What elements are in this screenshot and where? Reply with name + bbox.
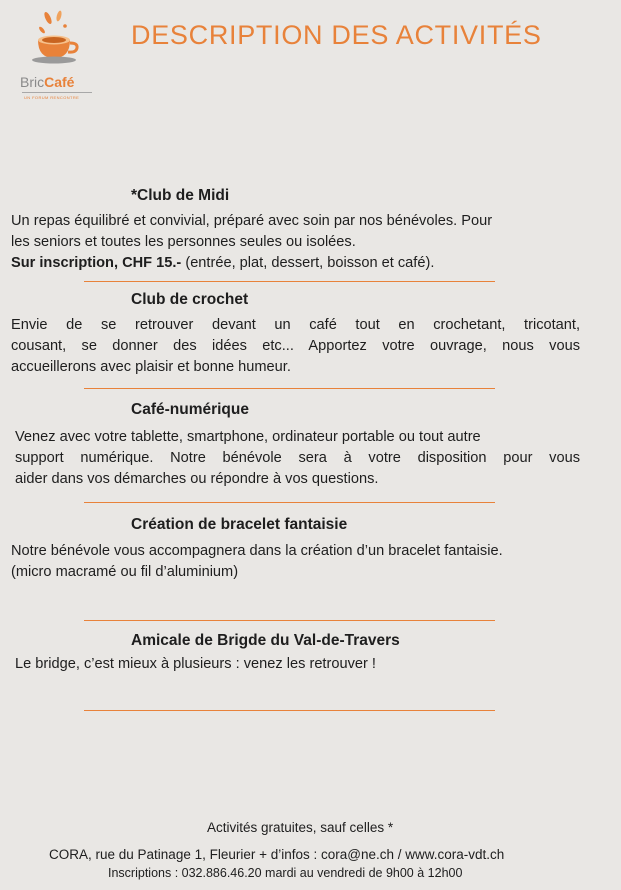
registration-note-price: Sur inscription, CHF 15.- xyxy=(11,255,182,271)
description-line: Le bridge, c’est mieux à plusieurs : venez les retrouver ! xyxy=(15,656,376,672)
activity-title-club-de-midi: *Club de Midi xyxy=(131,187,230,204)
footer-free-activities-note: Activités gratuites, sauf celles * xyxy=(207,820,394,835)
activity-description-bracelet-fantaisie xyxy=(11,541,503,583)
section-divider xyxy=(84,620,495,621)
registration-note xyxy=(11,253,492,274)
description-line: Un repas équilibré et convivial, préparé avec soin par nos bénévoles. Pour xyxy=(11,213,493,229)
activity-title-club-de-crochet: Club de crochet xyxy=(131,291,249,308)
activity-title-bracelet-fantaisie: Création de bracelet fantaisie xyxy=(131,516,348,533)
description-line: (micro macramé ou fil d’aluminium) xyxy=(11,564,239,580)
activity-description-amicale-de-bridge xyxy=(15,654,376,675)
activity-description-club-de-midi xyxy=(11,211,492,274)
description-line: accueillerons avec plaisir et bonne humeur. xyxy=(11,359,291,375)
section-divider xyxy=(84,281,495,282)
footer-contact-address: CORA, rue du Patinage 1, Fleurier + d’infos : cora@ne.ch / www.cora-vdt.ch xyxy=(49,847,505,862)
footer-registration-hours: Inscriptions : 032.886.46.20 mardi au vendredi de 9h00 à 12h00 xyxy=(108,866,463,880)
section-divider xyxy=(84,710,495,711)
description-line: les seniors et toutes les personnes seules ou isolées. xyxy=(11,234,356,250)
activity-title-amicale-de-bridge: Amicale de Brigde du Val-de-Travers xyxy=(131,632,400,649)
logo-word-cafe: Café xyxy=(44,74,75,90)
section-divider xyxy=(84,502,495,503)
activity-description-club-de-crochet xyxy=(11,315,580,378)
description-line: aider dans vos démarches ou répondre à vos questions. xyxy=(15,471,379,487)
activity-description-cafe-numerique xyxy=(15,427,580,490)
logo-divider xyxy=(22,92,92,93)
description-line: Venez avec votre tablette, smartphone, ordinateur portable ou tout autre xyxy=(15,429,481,445)
page-title: DESCRIPTION DES ACTIVITÉS xyxy=(131,20,542,50)
description-line: Envie de se retrouver devant un café tout en crochetant, tricotant, xyxy=(11,317,580,333)
activity-title-cafe-numerique: Café-numérique xyxy=(131,401,249,418)
logo-word-bric: Bric xyxy=(20,74,45,90)
registration-note-details: (entrée, plat, dessert, boisson et café). xyxy=(181,255,435,271)
bric-cafe-logo xyxy=(18,8,98,100)
description-line: support numérique. Notre bénévole sera à votre disposition pour vous xyxy=(15,450,580,466)
logo-tagline: UN FORUM RENCONTRE xyxy=(24,95,80,100)
coffee-cup-icon xyxy=(32,10,84,68)
description-line: cousant, se donner des idées etc... Apportez votre ouvrage, nous vous xyxy=(11,338,580,354)
section-divider xyxy=(84,388,495,389)
logo-wordmark xyxy=(20,74,74,90)
description-line: Notre bénévole vous accompagnera dans la création d’un bracelet fantaisie. xyxy=(11,543,503,559)
